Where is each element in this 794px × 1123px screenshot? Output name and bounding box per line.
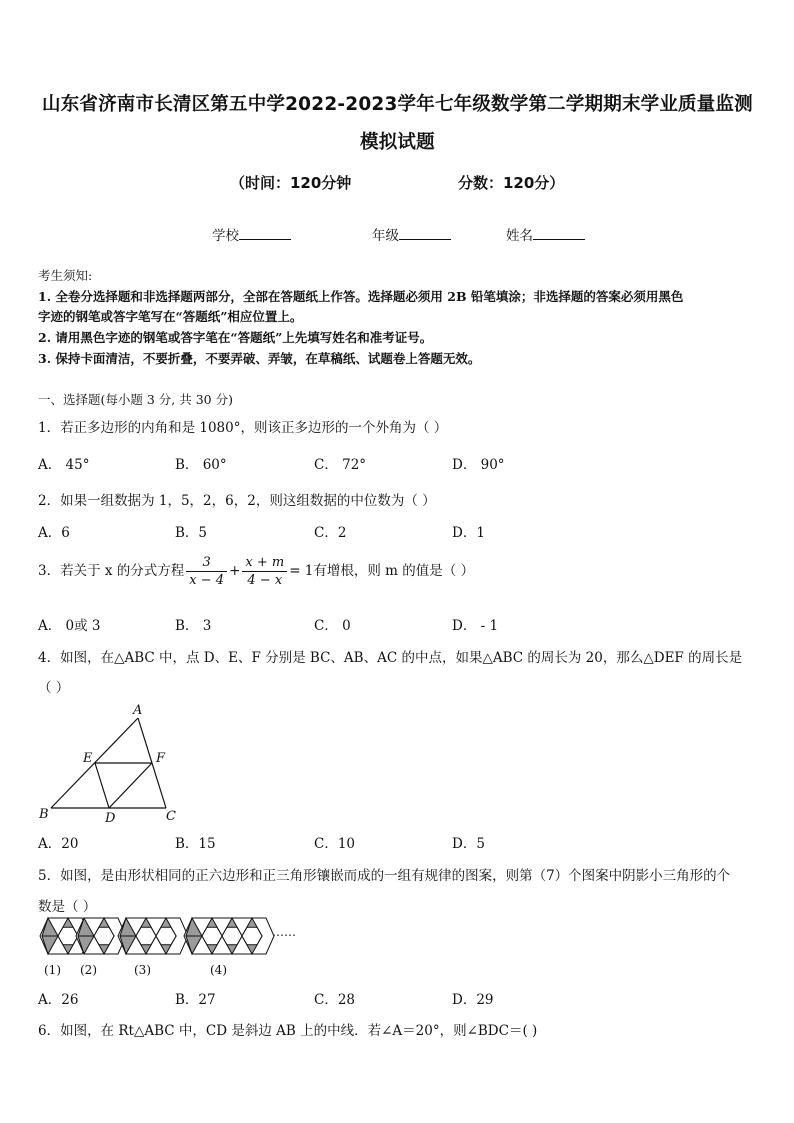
hexagon xyxy=(136,927,156,944)
pattern-label-1: (1) xyxy=(44,963,61,977)
label-d: D xyxy=(105,811,116,826)
label-a: A xyxy=(133,703,143,718)
grade-label: 年级 xyxy=(372,228,399,244)
q5-tessellation-figure xyxy=(36,914,306,982)
school-blank xyxy=(239,227,291,240)
q3-frac1-denominator: x − 4 xyxy=(189,573,225,588)
q3-plus: + xyxy=(229,563,241,579)
q1-option-c: C． 72° xyxy=(314,457,367,473)
q3-fraction-2 xyxy=(242,554,287,589)
pattern-label-3: (3) xyxy=(134,963,151,977)
question-5-stem-b: 数是（ ） xyxy=(38,899,97,915)
q4-option-c: C．10 xyxy=(314,836,356,852)
q3-option-a: A． 0或 3 xyxy=(38,618,101,634)
grade-blank xyxy=(399,227,451,240)
notice-item-1a: 1. 全卷分选择题和非选择题两部分，全部在答题纸上作答。选择题必须用 2B 铅笔填涂；非选择题的答案必须用黑色 xyxy=(38,289,684,304)
hexagon xyxy=(222,927,242,944)
school-label: 学校 xyxy=(212,228,239,244)
name-label: 姓名 xyxy=(506,228,533,244)
q3-frac1-numerator: 3 xyxy=(186,554,227,572)
q1-option-d: D． 90° xyxy=(452,457,505,473)
pattern-ellipsis: …… xyxy=(272,925,296,939)
hexagon xyxy=(156,927,176,944)
question-4-stem-a: 4．如图，在△ABC 中，点 D、E、F 分别是 BC、AB、AC 的中点，如果△ABC 的周长为 20，那么△DEF 的周长是 xyxy=(38,650,743,666)
question-4-stem-b: （ ） xyxy=(38,680,70,696)
segment-df xyxy=(109,763,152,808)
q4-option-b: B．15 xyxy=(175,836,216,852)
q5-option-a: A．26 xyxy=(38,992,79,1008)
q3-stem-post: = 1有增根，则 m 的值是（ ） xyxy=(289,563,475,579)
grade-field xyxy=(372,224,451,244)
q4-option-d: D．5 xyxy=(452,836,485,852)
name-blank xyxy=(533,227,585,240)
pattern-label-4: (4) xyxy=(210,963,227,977)
q3-option-d: D． - 1 xyxy=(452,618,499,634)
question-3-stem xyxy=(38,554,474,589)
question-6-stem: 6．如图，在 Rt△ABC 中，CD 是斜边 AB 上的中线．若∠A＝20°，则∠BDC＝( ) xyxy=(38,1023,538,1039)
q2-option-b: B．5 xyxy=(175,525,208,541)
page-title-line2: 模拟试题 xyxy=(360,132,435,153)
name-field xyxy=(506,224,585,244)
exam-time: （时间：120分钟 xyxy=(230,174,352,192)
notice-item-2: 2. 请用黑色字迹的钢笔或答字笔在“答题纸”上先填写姓名和准考证号。 xyxy=(38,330,433,345)
label-c: C xyxy=(166,809,176,824)
hexagon xyxy=(94,927,114,944)
question-2-stem: 2．如果一组数据为 1，5，2，6，2，则这组数据的中位数为（ ） xyxy=(38,493,436,509)
q2-option-c: C．2 xyxy=(314,525,347,541)
notice-item-3: 3. 保持卡面清洁，不要折叠，不要弄破、弄皱，在草稿纸、试题卷上答题无效。 xyxy=(38,351,481,366)
segment-ed xyxy=(95,763,109,808)
label-e: E xyxy=(83,751,93,766)
label-b: B xyxy=(39,807,49,822)
section-heading: 一、选择题(每小题 3 分, 共 30 分) xyxy=(38,392,233,407)
question-5-stem-a: 5．如图，是由形状相同的正六边形和正三角形镶嵌而成的一组有规律的图案，则第（7）个图案中阴影小三角形的个 xyxy=(38,868,731,884)
q5-option-c: C．28 xyxy=(314,992,356,1008)
page-title-line1: 山东省济南市长清区第五中学2022-2023学年七年级数学第二学期期末学业质量监测 xyxy=(42,94,753,115)
pattern-label-2: (2) xyxy=(80,963,97,977)
label-f: F xyxy=(156,751,166,766)
q4-triangle-figure xyxy=(36,700,186,828)
q4-option-a: A．20 xyxy=(38,836,79,852)
question-1-stem: 1．若正多边形的内角和是 1080°，则该正多边形的一个外角为（ ） xyxy=(38,420,448,436)
q1-option-a: A． 45° xyxy=(38,457,90,473)
hexagon xyxy=(58,927,78,944)
q3-fraction-1 xyxy=(186,554,227,589)
q2-option-d: D．1 xyxy=(452,525,485,541)
q3-frac2-numerator: x + m xyxy=(242,554,287,572)
q2-option-a: A．6 xyxy=(38,525,70,541)
q3-option-c: C． 0 xyxy=(314,618,351,634)
q5-option-b: B．27 xyxy=(175,992,216,1008)
hexagon xyxy=(202,927,222,944)
q1-option-b: B． 60° xyxy=(175,457,227,473)
notice-title: 考生须知: xyxy=(38,268,93,283)
q3-stem-pre: 3．若关于 x 的分式方程 xyxy=(38,563,185,579)
notice-item-1b: 字迹的钢笔或答字笔写在“答题纸”相应位置上。 xyxy=(38,309,303,324)
exam-score: 分数：120分） xyxy=(458,174,565,192)
school-field xyxy=(212,224,291,244)
hexagon xyxy=(242,927,262,944)
q3-option-b: B． 3 xyxy=(175,618,212,634)
q5-option-d: D．29 xyxy=(452,992,494,1008)
q3-frac2-denominator: 4 − x xyxy=(247,573,283,588)
